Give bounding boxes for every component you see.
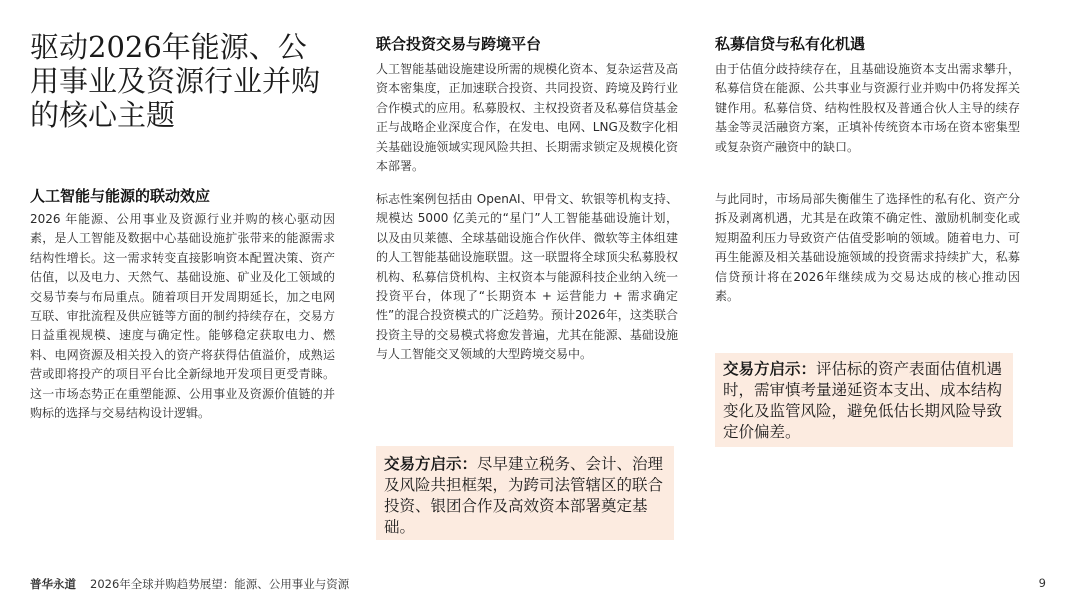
footer-report-title: 2026年全球并购趋势展望：能源、公用事业与资源 (90, 577, 350, 591)
section-heading: 联合投资交易与跨境平台 (376, 35, 542, 53)
section-body-2: 与此同时，市场局部失衡催生了选择性的私有化、资产分拆及剥离机遇，尤其是在政策不确定性、激励机制变化或短期盈利压力导致资产估值受影响的领域。随着电力、可再生能源及相关基础设施领域的投资需求持续扩大，私募信贷预计将在2026年继续成为交易达成的核心推动因素。 (715, 192, 1020, 304)
section-heading: 人工智能与能源的联动效应 (30, 187, 211, 205)
callout-text: 评估标的资产表面估值机遇时，需审慎考量递延资本支出、成本结构变化及监管风险，避免低估长期风险导致定价偏差。 (723, 360, 1003, 441)
callout-text: 尽早建立税务、会计、治理及风险共担框架，为跨司法管辖区的联合投资、银团合作及高效资本部署奠定基础。 (384, 455, 664, 536)
dealmaker-callout (715, 353, 1013, 447)
page-number: 9 (1038, 576, 1046, 590)
callout-label: 交易方启示： (384, 455, 478, 473)
page-title: 驱动2026年能源、公用事业及资源行业并购的核心主题 (30, 30, 321, 132)
section-body-1: 由于估值分歧持续存在，且基础设施资本支出需求攀升，私募信贷在能源、公共事业与资源行业并购中仍将发挥关键作用。私募信贷、结构性股权及普通合伙人主导的续存基金等灵活融资方案，正填补传统资本市场在资本密集型或复杂资产融资中的缺口。 (715, 62, 1020, 154)
dealmaker-callout (376, 446, 674, 540)
section-body-1: 人工智能基础设施建设所需的规模化资本、复杂运营及高资本密集度，正加速联合投资、共同投资、跨境及跨行业合作模式的应用。私募股权、主权投资者及私募信贷基金正与战略企业深度合作，在发电、电网、LNG及数字化相关基础设施领域实现风险共担、长期需求锁定及规模化资本部署。 (376, 62, 678, 174)
section-heading: 私募信贷与私有化机遇 (715, 35, 866, 53)
footer (30, 576, 349, 592)
footer-brand: 普华永道 (30, 577, 76, 591)
section-body: 2026 年能源、公用事业及资源行业并购的核心驱动因素，是人工智能及数据中心基础设施扩张带来的能源需求结构性增长。这一需求转变直接影响资本配置决策、资产估值，以及电力、天然气、基础设施、矿业及化工领域的交易节奏与布局重点。随着项目开发周期延长，加之电网互联、审批流程及供应链等方面的制约持续存在，交易方日益重视规模、速度与确定性。能够稳定获取电力、燃料、电网资源及相关投入的资产将获得估值溢价，成熟运营或即将投产的项目平台比全新绿地开发项目更受青睐。这一市场态势正在重塑能源、公用事业及资源价值链的并购标的选择与交易结构设计逻辑。 (30, 212, 335, 421)
callout-label: 交易方启示： (723, 360, 817, 378)
section-body-2: 标志性案例包括由 OpenAI、甲骨文、软银等机构支持、规模达 5000 亿美元的“星门”人工智能基础设施计划，以及由贝莱德、全球基础设施合作伙伴、微软等主体组建的人工智能基础设施联盟。这一联盟将全球顶尖私募股权机构、私募信贷机构、主权资本与能源科技企业纳入统一投资平台，体现了“长期资本 + 运营能力 + 需求确定性”的混合投资模式的广泛趋势。预计2026年，这类联合投资主导的交易模式将愈发普遍，尤其在能源、基础设施与人工智能交叉领域的大型跨境交易中。 (376, 192, 678, 362)
